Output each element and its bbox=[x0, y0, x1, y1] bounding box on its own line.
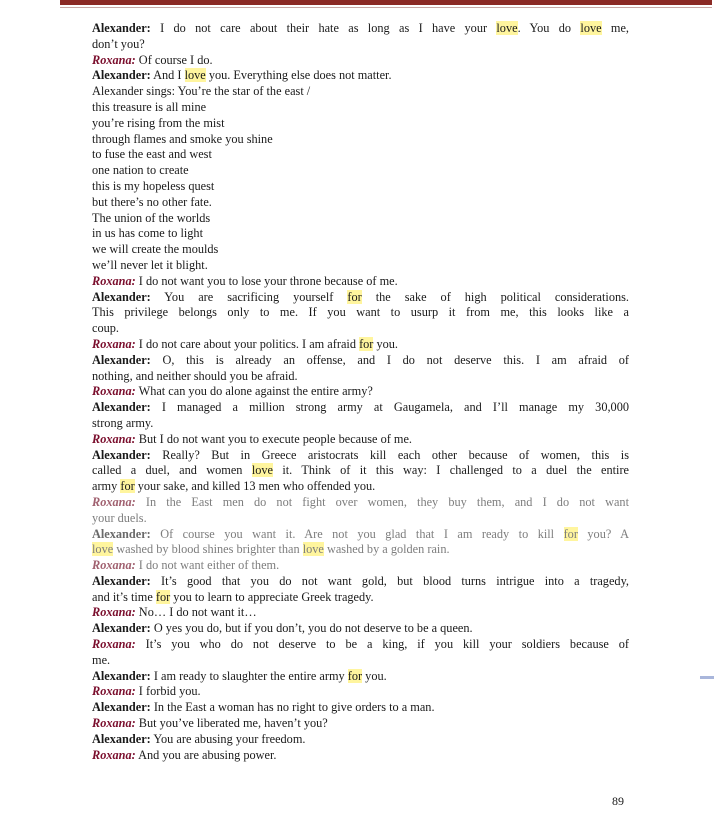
scroll-indicator[interactable] bbox=[700, 676, 714, 679]
dialogue-line bbox=[92, 511, 629, 527]
dialogue-line bbox=[92, 226, 629, 242]
line-text: In the East a woman has no right to give orders to a man. bbox=[150, 700, 435, 715]
dialogue-line bbox=[92, 621, 629, 637]
line-text: but there’s no other fate. bbox=[92, 194, 212, 209]
line-text: you. bbox=[362, 668, 387, 683]
line-text: Alexander sings: You’re the star of the east / bbox=[92, 84, 311, 99]
dialogue-line bbox=[92, 179, 629, 195]
speaker-roxana: Roxana: bbox=[92, 605, 136, 620]
dialogue-line bbox=[92, 716, 629, 732]
line-text: the sake of high political considerations. bbox=[361, 289, 629, 304]
line-text: I do not want you to lose your throne because of me. bbox=[135, 273, 398, 288]
line-text: No… I do not want it… bbox=[135, 605, 257, 620]
line-text: You are sacrificing yourself bbox=[150, 289, 348, 304]
line-text: you to learn to appreciate Greek tragedy. bbox=[170, 589, 374, 604]
line-text: Of course you want it. Are not you glad that I am ready to kill bbox=[150, 526, 564, 541]
dialogue-line bbox=[92, 68, 629, 84]
highlighted-word: love bbox=[92, 542, 114, 557]
line-text: your sake, and killed 13 men who offended you. bbox=[134, 479, 376, 494]
line-text: I am ready to slaughter the entire army bbox=[150, 668, 348, 683]
line-text: you’re rising from the mist bbox=[92, 115, 225, 130]
dialogue-line bbox=[92, 147, 629, 163]
dialogue-line bbox=[92, 400, 629, 416]
line-text: it. Think of it this way: I challenged to a duel the entire bbox=[272, 463, 629, 478]
line-text: I do not care about their hate as long as I have your bbox=[150, 21, 497, 35]
dialogue-line bbox=[92, 337, 629, 353]
line-text: one nation to create bbox=[92, 163, 189, 178]
line-text: washed by blood shines brighter than bbox=[113, 542, 303, 557]
page-number: 89 bbox=[612, 794, 624, 808]
dialogue-line bbox=[92, 479, 629, 495]
dialogue-line bbox=[92, 116, 629, 132]
line-text: strong army. bbox=[92, 415, 154, 430]
speaker-alexander: Alexander: bbox=[92, 447, 151, 462]
highlighted-word: love bbox=[302, 542, 324, 557]
dialogue-line bbox=[92, 448, 629, 464]
dialogue-line bbox=[92, 700, 629, 716]
dialogue-line bbox=[92, 542, 629, 558]
speaker-roxana: Roxana: bbox=[92, 684, 136, 699]
speaker-roxana: Roxana: bbox=[92, 747, 136, 762]
line-text: we will create the moulds bbox=[92, 242, 219, 257]
dialogue-line bbox=[92, 732, 629, 748]
dialogue-line bbox=[92, 132, 629, 148]
line-text: It’s good that you do not want gold, but blood turns intrigue into a tragedy, bbox=[150, 573, 629, 588]
dialogue-line bbox=[92, 242, 629, 258]
dialogue-line bbox=[92, 53, 629, 69]
dialogue-line bbox=[92, 305, 629, 321]
line-text: And I bbox=[150, 68, 185, 83]
dialogue-line bbox=[92, 100, 629, 116]
line-text: You are abusing your freedom. bbox=[150, 731, 306, 746]
dialogue-line bbox=[92, 290, 629, 306]
dialogue-line bbox=[92, 637, 629, 653]
line-text: nothing, and neither should you be afraid. bbox=[92, 368, 298, 383]
dialogue-line bbox=[92, 558, 629, 574]
line-text: you. Everything else does not matter. bbox=[205, 68, 392, 83]
dialogue-text bbox=[92, 21, 629, 763]
highlighted-word: for bbox=[359, 336, 374, 351]
line-text: In the East men do not fight over women, they buy them, and I do not want bbox=[135, 494, 629, 509]
highlighted-word: love bbox=[251, 463, 273, 478]
dialogue-line bbox=[92, 384, 629, 400]
speaker-alexander: Alexander: bbox=[92, 731, 151, 746]
dialogue-line bbox=[92, 369, 629, 385]
line-text: this treasure is all mine bbox=[92, 99, 207, 114]
line-text: army bbox=[92, 479, 121, 494]
speaker-alexander: Alexander: bbox=[92, 68, 151, 83]
line-text: through flames and smoke you shine bbox=[92, 131, 273, 146]
speaker-alexander: Alexander: bbox=[92, 352, 151, 367]
dialogue-line bbox=[92, 416, 629, 432]
dialogue-line bbox=[92, 84, 629, 100]
line-text: you. bbox=[373, 336, 398, 351]
dialogue-line bbox=[92, 574, 629, 590]
line-text: Really? But in Greece aristocrats kill each other because of women, this is bbox=[150, 447, 629, 462]
dialogue-line bbox=[92, 463, 629, 479]
highlighted-word: love bbox=[496, 21, 518, 35]
speaker-alexander: Alexander: bbox=[92, 289, 151, 304]
speaker-alexander: Alexander: bbox=[92, 700, 151, 715]
speaker-roxana: Roxana: bbox=[92, 637, 136, 652]
line-text: me. bbox=[92, 652, 111, 667]
line-text: we’ll never let it blight. bbox=[92, 257, 208, 272]
line-text: your duels. bbox=[92, 510, 147, 525]
dialogue-line bbox=[92, 495, 629, 511]
speaker-roxana: Roxana: bbox=[92, 431, 136, 446]
line-text: O yes you do, but if you don’t, you do not deserve to be a queen. bbox=[150, 621, 473, 636]
line-text: and it’s time bbox=[92, 589, 156, 604]
line-text: I forbid you. bbox=[135, 684, 201, 699]
header-rule bbox=[60, 0, 712, 5]
line-text: in us has come to light bbox=[92, 226, 204, 241]
highlighted-word: love bbox=[580, 21, 602, 35]
dialogue-line bbox=[92, 37, 629, 53]
line-text: coup. bbox=[92, 321, 119, 336]
highlighted-word: for bbox=[155, 589, 171, 604]
dialogue-line bbox=[92, 527, 629, 543]
line-text: This privilege belongs only to me. If you want to usurp it from me, this looks like a bbox=[92, 305, 629, 320]
dialogue-line bbox=[92, 605, 629, 621]
speaker-roxana: Roxana: bbox=[92, 494, 136, 509]
highlighted-word: for bbox=[347, 289, 362, 304]
speaker-alexander: Alexander: bbox=[92, 621, 151, 636]
line-text: this is my hopeless quest bbox=[92, 178, 215, 193]
line-text: you? A bbox=[577, 526, 629, 541]
highlighted-word: for bbox=[563, 526, 578, 541]
dialogue-line bbox=[92, 274, 629, 290]
speaker-alexander: Alexander: bbox=[92, 526, 151, 541]
line-text: to fuse the east and west bbox=[92, 147, 212, 162]
line-text: What can you do alone against the entire army? bbox=[135, 384, 373, 399]
line-text: But I do not want you to execute people because of me. bbox=[135, 431, 412, 446]
line-text: I managed a million strong army at Gaugamela, and I’ll manage my 30,000 bbox=[150, 400, 629, 415]
dialogue-line bbox=[92, 195, 629, 211]
header-rule-thin bbox=[60, 7, 712, 8]
highlighted-word: for bbox=[120, 479, 135, 494]
speaker-roxana: Roxana: bbox=[92, 384, 136, 399]
speaker-roxana: Roxana: bbox=[92, 716, 136, 731]
highlighted-word: love bbox=[184, 68, 206, 83]
dialogue-line bbox=[92, 432, 629, 448]
dialogue-line bbox=[92, 321, 629, 337]
speaker-roxana: Roxana: bbox=[92, 273, 136, 288]
dialogue-line bbox=[92, 21, 629, 37]
speaker-roxana: Roxana: bbox=[92, 52, 136, 67]
dialogue-line bbox=[92, 163, 629, 179]
line-text: I do not care about your politics. I am afraid bbox=[135, 336, 360, 351]
line-text: O, this is already an offense, and I do not deserve this. I am afraid of bbox=[150, 352, 629, 367]
speaker-alexander: Alexander: bbox=[92, 668, 151, 683]
line-text: But you’ve liberated me, haven’t you? bbox=[135, 716, 328, 731]
dialogue-line bbox=[92, 653, 629, 669]
speaker-alexander: Alexander: bbox=[92, 573, 151, 588]
dialogue-line bbox=[92, 748, 629, 764]
dialogue-line bbox=[92, 684, 629, 700]
line-text: And you are abusing power. bbox=[135, 747, 277, 762]
speaker-alexander: Alexander: bbox=[92, 21, 151, 35]
speaker-alexander: Alexander: bbox=[92, 400, 151, 415]
line-text: I do not want either of them. bbox=[135, 558, 280, 573]
line-text: called a duel, and women bbox=[92, 463, 252, 478]
highlighted-word: for bbox=[347, 668, 363, 683]
dialogue-line bbox=[92, 211, 629, 227]
dialogue-line bbox=[92, 353, 629, 369]
line-text: washed by a golden rain. bbox=[323, 542, 450, 557]
dialogue-line bbox=[92, 669, 629, 685]
speaker-roxana: Roxana: bbox=[92, 558, 136, 573]
line-text: me, bbox=[601, 21, 629, 35]
dialogue-line bbox=[92, 590, 629, 606]
line-text: Of course I do. bbox=[135, 52, 213, 67]
line-text: don’t you? bbox=[92, 36, 145, 51]
dialogue-line bbox=[92, 258, 629, 274]
line-text: It’s you who do not deserve to be a king, if you kill your soldiers because of bbox=[135, 637, 629, 652]
speaker-roxana: Roxana: bbox=[92, 336, 136, 351]
line-text: The union of the worlds bbox=[92, 210, 211, 225]
line-text: . You do bbox=[517, 21, 581, 35]
